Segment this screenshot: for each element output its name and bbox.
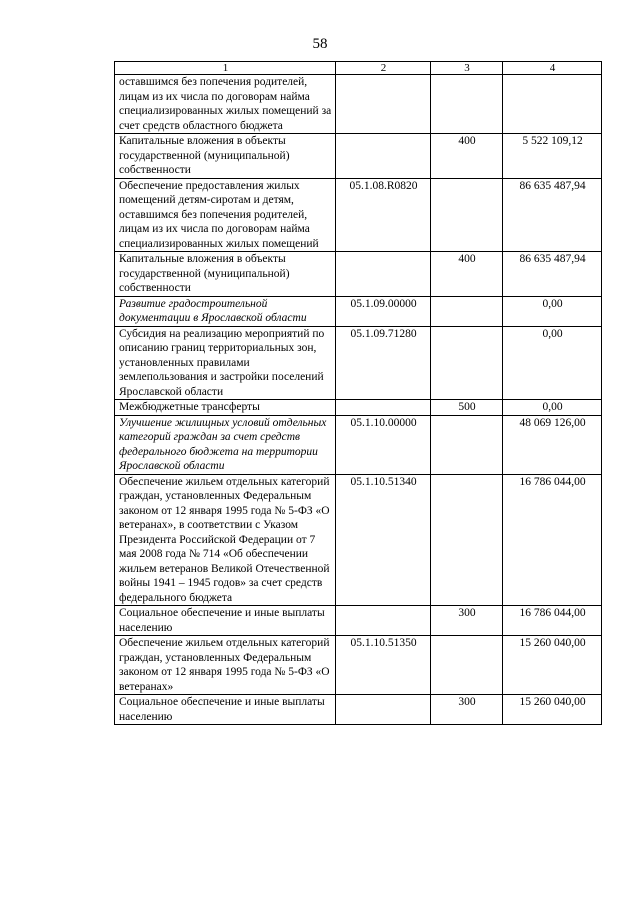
table-row	[115, 636, 602, 695]
row-amount-cell: 0,00	[503, 326, 602, 400]
row-name-cell: Развитие градостроительной документации в Ярославской области	[115, 296, 336, 326]
row-amount-cell: 16 786 044,00	[503, 474, 602, 606]
row-amount-cell: 15 260 040,00	[503, 636, 602, 695]
row-name-cell: Межбюджетные трансферты	[115, 400, 336, 416]
row-amount-cell: 16 786 044,00	[503, 606, 602, 636]
table-row	[115, 296, 602, 326]
table-row	[115, 75, 602, 134]
row-code-cell: 05.1.08.R0820	[336, 178, 431, 252]
header-col-3: 3	[431, 62, 503, 75]
row-name-cell: Субсидия на реализацию мероприятий по описанию границ территориальных зон, установленных правилами землепользования и застройки поселений Ярославской области	[115, 326, 336, 400]
row-code-cell: 05.1.10.51340	[336, 474, 431, 606]
row-name-cell: Социальное обеспечение и иные выплаты населению	[115, 695, 336, 725]
row-type-cell	[431, 296, 503, 326]
table-row	[115, 474, 602, 606]
row-name-cell: Социальное обеспечение и иные выплаты населению	[115, 606, 336, 636]
row-type-cell: 400	[431, 134, 503, 179]
row-amount-cell: 15 260 040,00	[503, 695, 602, 725]
row-name-cell: Обеспечение жильем отдельных категорий граждан, установленных Федеральным законом от 12 января 1995 года № 5-ФЗ «О ветеранах», в соответствии с Указом Президента Российской Федерации от 7 мая 2008 года № 714 «Об обеспечении жильем ветеранов Великой Отечественной войны 1941 – 1945 годов» за счет средств федерального бюджета	[115, 474, 336, 606]
row-type-cell	[431, 415, 503, 474]
row-name-cell: Обеспечение жильем отдельных категорий граждан, установленных Федеральным законом от 12 января 1995 года № 5-ФЗ «О ветеранах»	[115, 636, 336, 695]
table-row	[115, 134, 602, 179]
table-row	[115, 326, 602, 400]
row-amount-cell: 86 635 487,94	[503, 178, 602, 252]
row-name-cell: Улучшение жилищных условий отдельных категорий граждан за счет средств федерального бюджета на территории Ярославской области	[115, 415, 336, 474]
budget-table-body	[115, 62, 602, 725]
row-amount-cell: 48 069 126,00	[503, 415, 602, 474]
row-type-cell: 300	[431, 695, 503, 725]
row-type-cell: 500	[431, 400, 503, 416]
header-col-1: 1	[115, 62, 336, 75]
row-code-cell: 05.1.10.00000	[336, 415, 431, 474]
row-code-cell	[336, 606, 431, 636]
row-amount-cell: 86 635 487,94	[503, 252, 602, 297]
budget-table	[114, 61, 602, 725]
row-amount-cell	[503, 75, 602, 134]
table-header-row	[115, 62, 602, 75]
row-type-cell	[431, 326, 503, 400]
row-code-cell	[336, 134, 431, 179]
table-row	[115, 252, 602, 297]
row-code-cell	[336, 252, 431, 297]
row-code-cell: 05.1.09.00000	[336, 296, 431, 326]
row-type-cell	[431, 75, 503, 134]
row-amount-cell: 5 522 109,12	[503, 134, 602, 179]
table-row	[115, 400, 602, 416]
row-name-cell: Капитальные вложения в объекты государственной (муниципальной) собственности	[115, 134, 336, 179]
row-code-cell	[336, 695, 431, 725]
row-amount-cell: 0,00	[503, 400, 602, 416]
row-type-cell: 300	[431, 606, 503, 636]
row-name-cell: Капитальные вложения в объекты государственной (муниципальной) собственности	[115, 252, 336, 297]
row-name-cell: оставшимся без попечения родителей, лицам из их числа по договорам найма специализированных жилых помещений за счет средств областного бюджета	[115, 75, 336, 134]
page-number: 58	[312, 36, 328, 52]
row-type-cell	[431, 178, 503, 252]
row-code-cell	[336, 400, 431, 416]
row-name-cell: Обеспечение предоставления жилых помещений детям-сиротам и детям, оставшимся без попечения родителей, лицам из их числа по договорам найма специализированных жилых помещений	[115, 178, 336, 252]
row-code-cell	[336, 75, 431, 134]
table-row	[115, 695, 602, 725]
row-code-cell: 05.1.09.71280	[336, 326, 431, 400]
table-row	[115, 606, 602, 636]
header-col-4: 4	[503, 62, 602, 75]
table-row	[115, 178, 602, 252]
row-type-cell: 400	[431, 252, 503, 297]
row-type-cell	[431, 474, 503, 606]
row-type-cell	[431, 636, 503, 695]
row-amount-cell: 0,00	[503, 296, 602, 326]
header-col-2: 2	[336, 62, 431, 75]
table-row	[115, 415, 602, 474]
row-code-cell: 05.1.10.51350	[336, 636, 431, 695]
